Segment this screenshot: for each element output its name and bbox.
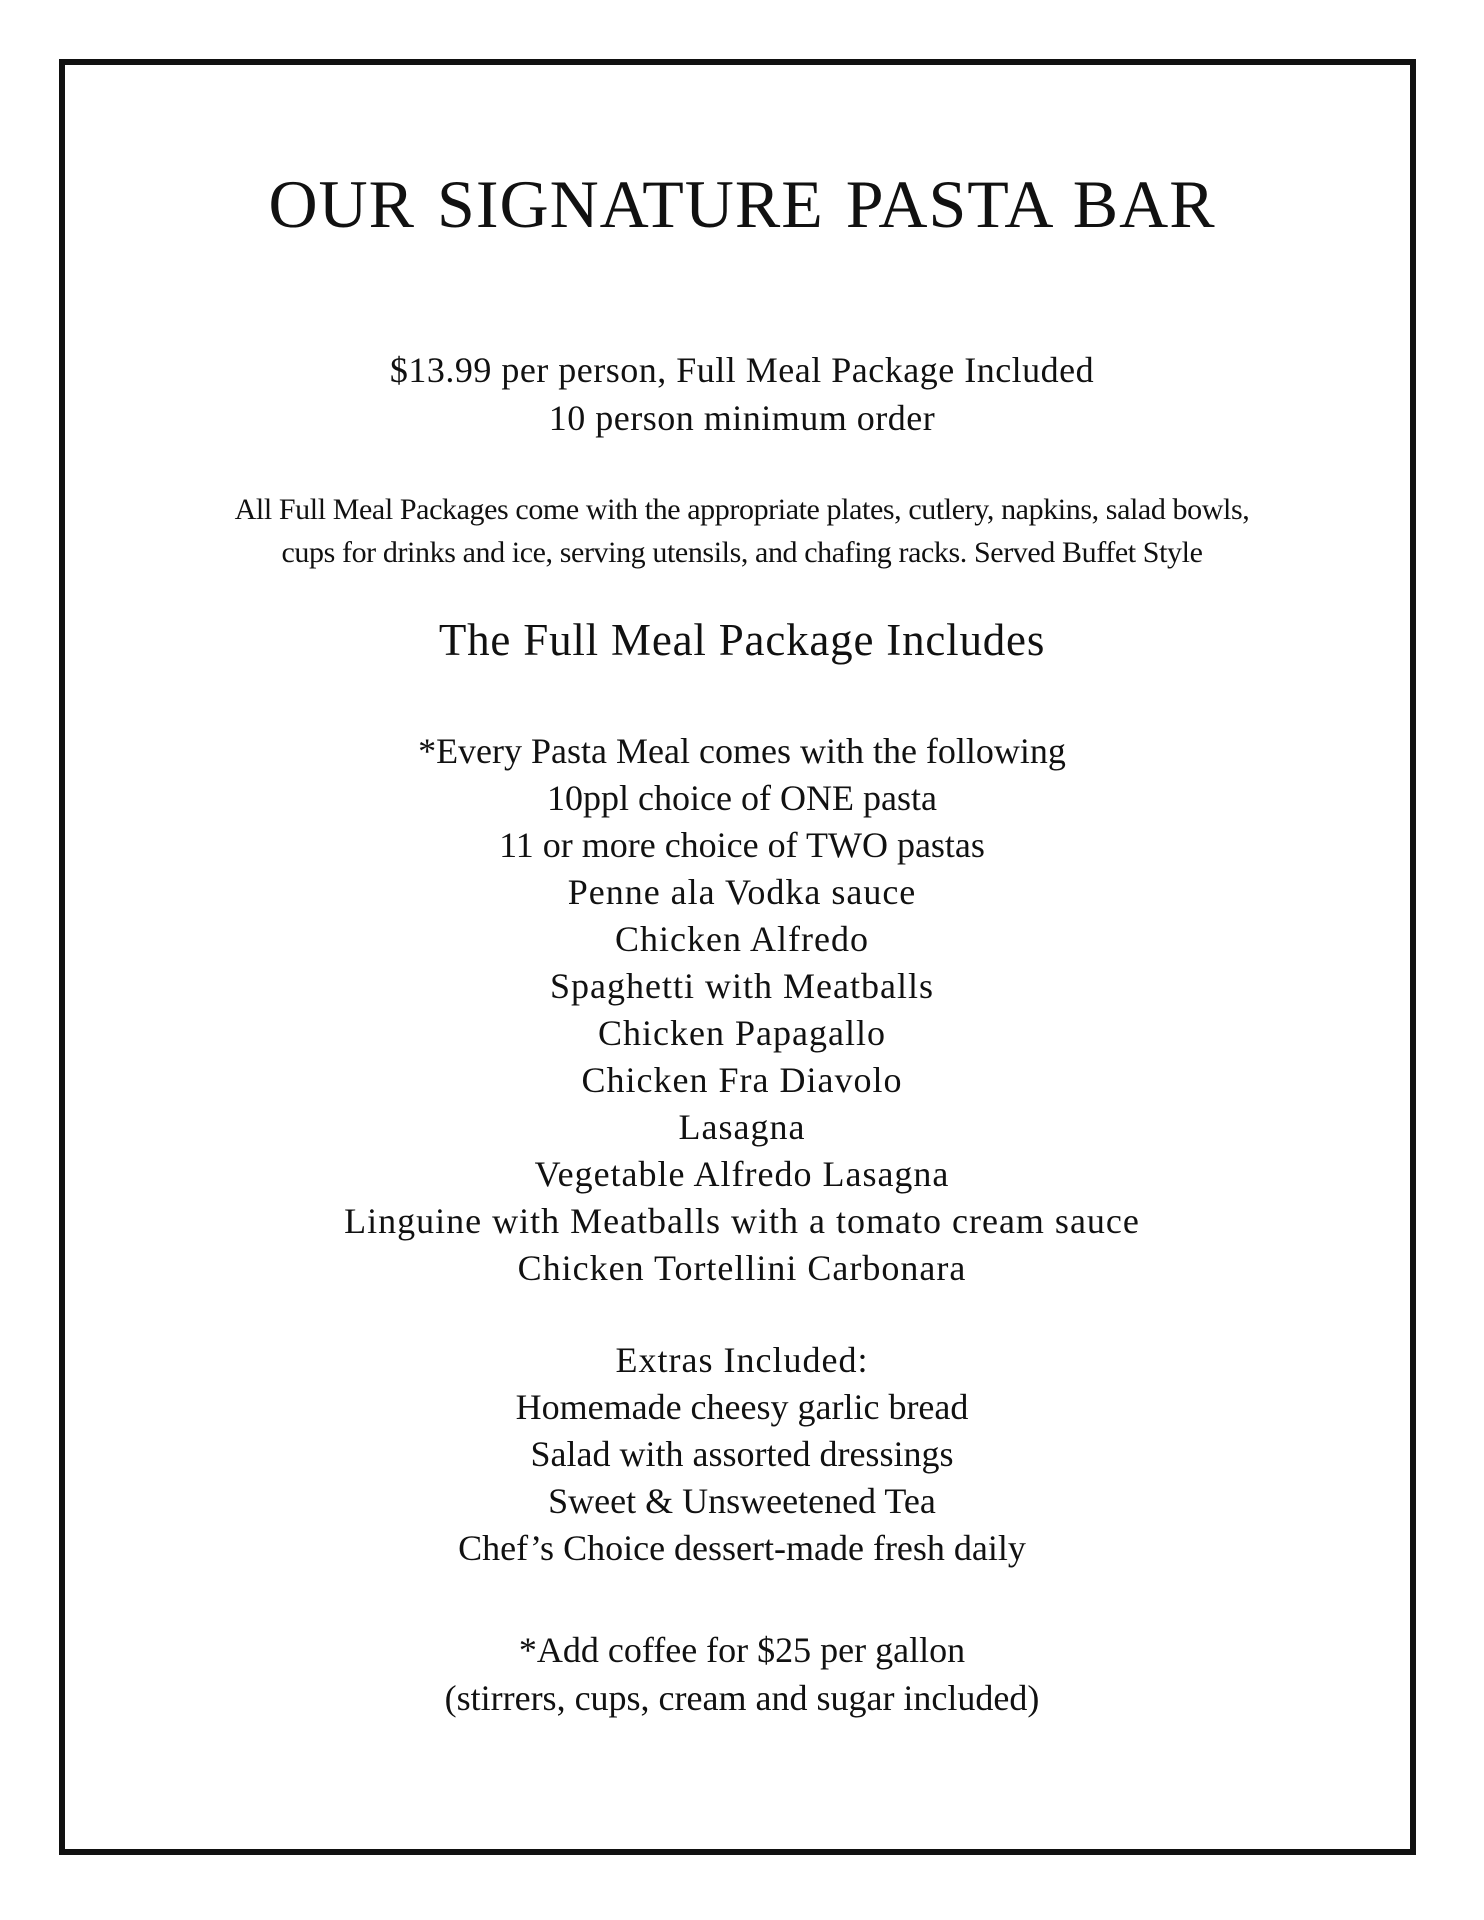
pasta-item: Lasagna [678,1107,806,1147]
page-title: OUR SIGNATURE PASTA BAR [268,166,1216,242]
extra-item: Chef’s Choice dessert-made fresh daily [458,1528,1026,1568]
pasta-item: Chicken Alfredo [615,919,869,959]
package-heading: The Full Meal Package Includes [438,615,1046,665]
menu-intro: *Every Pasta Meal comes with the following [418,731,1066,771]
pasta-item: Vegetable Alfredo Lasagna [534,1154,950,1194]
extra-item: Homemade cheesy garlic bread [515,1387,969,1427]
choice-line: 10ppl choice of ONE pasta [547,778,937,818]
extra-item: Sweet & Unsweetened Tea [548,1481,936,1521]
pasta-item: Spaghetti with Meatballs [550,966,934,1006]
package-notice [0,488,1484,574]
pasta-item: Chicken Fra Diavolo [581,1060,903,1100]
extra-item: Salad with assorted dressings [530,1434,954,1474]
extras-block [0,1337,1484,1572]
pasta-item: Chicken Papagallo [598,1013,886,1053]
pasta-item: Linguine with Meatballs with a tomato cream sauce [344,1201,1140,1241]
coffee-addon [0,1626,1484,1722]
pasta-item: Chicken Tortellini Carbonara [517,1248,967,1288]
pasta-menu [0,728,1484,1292]
pricing-block [0,346,1484,442]
price-line: $13.99 per person, Full Meal Package Included [389,350,1095,390]
coffee-line: *Add coffee for $25 per gallon [518,1630,966,1670]
choice-line: 11 or more choice of TWO pastas [499,825,985,865]
minimum-order-line: 10 person minimum order [548,398,936,438]
pasta-item: Penne ala Vodka sauce [567,872,917,912]
notice-line: cups for drinks and ice, serving utensils, and chafing racks. Served Buffet Style [281,536,1203,569]
coffee-line: (stirrers, cups, cream and sugar included) [444,1678,1040,1718]
notice-line: All Full Meal Packages come with the appropriate plates, cutlery, napkins, salad bowls, [234,493,1250,526]
extras-heading: Extras Included: [615,1340,869,1380]
